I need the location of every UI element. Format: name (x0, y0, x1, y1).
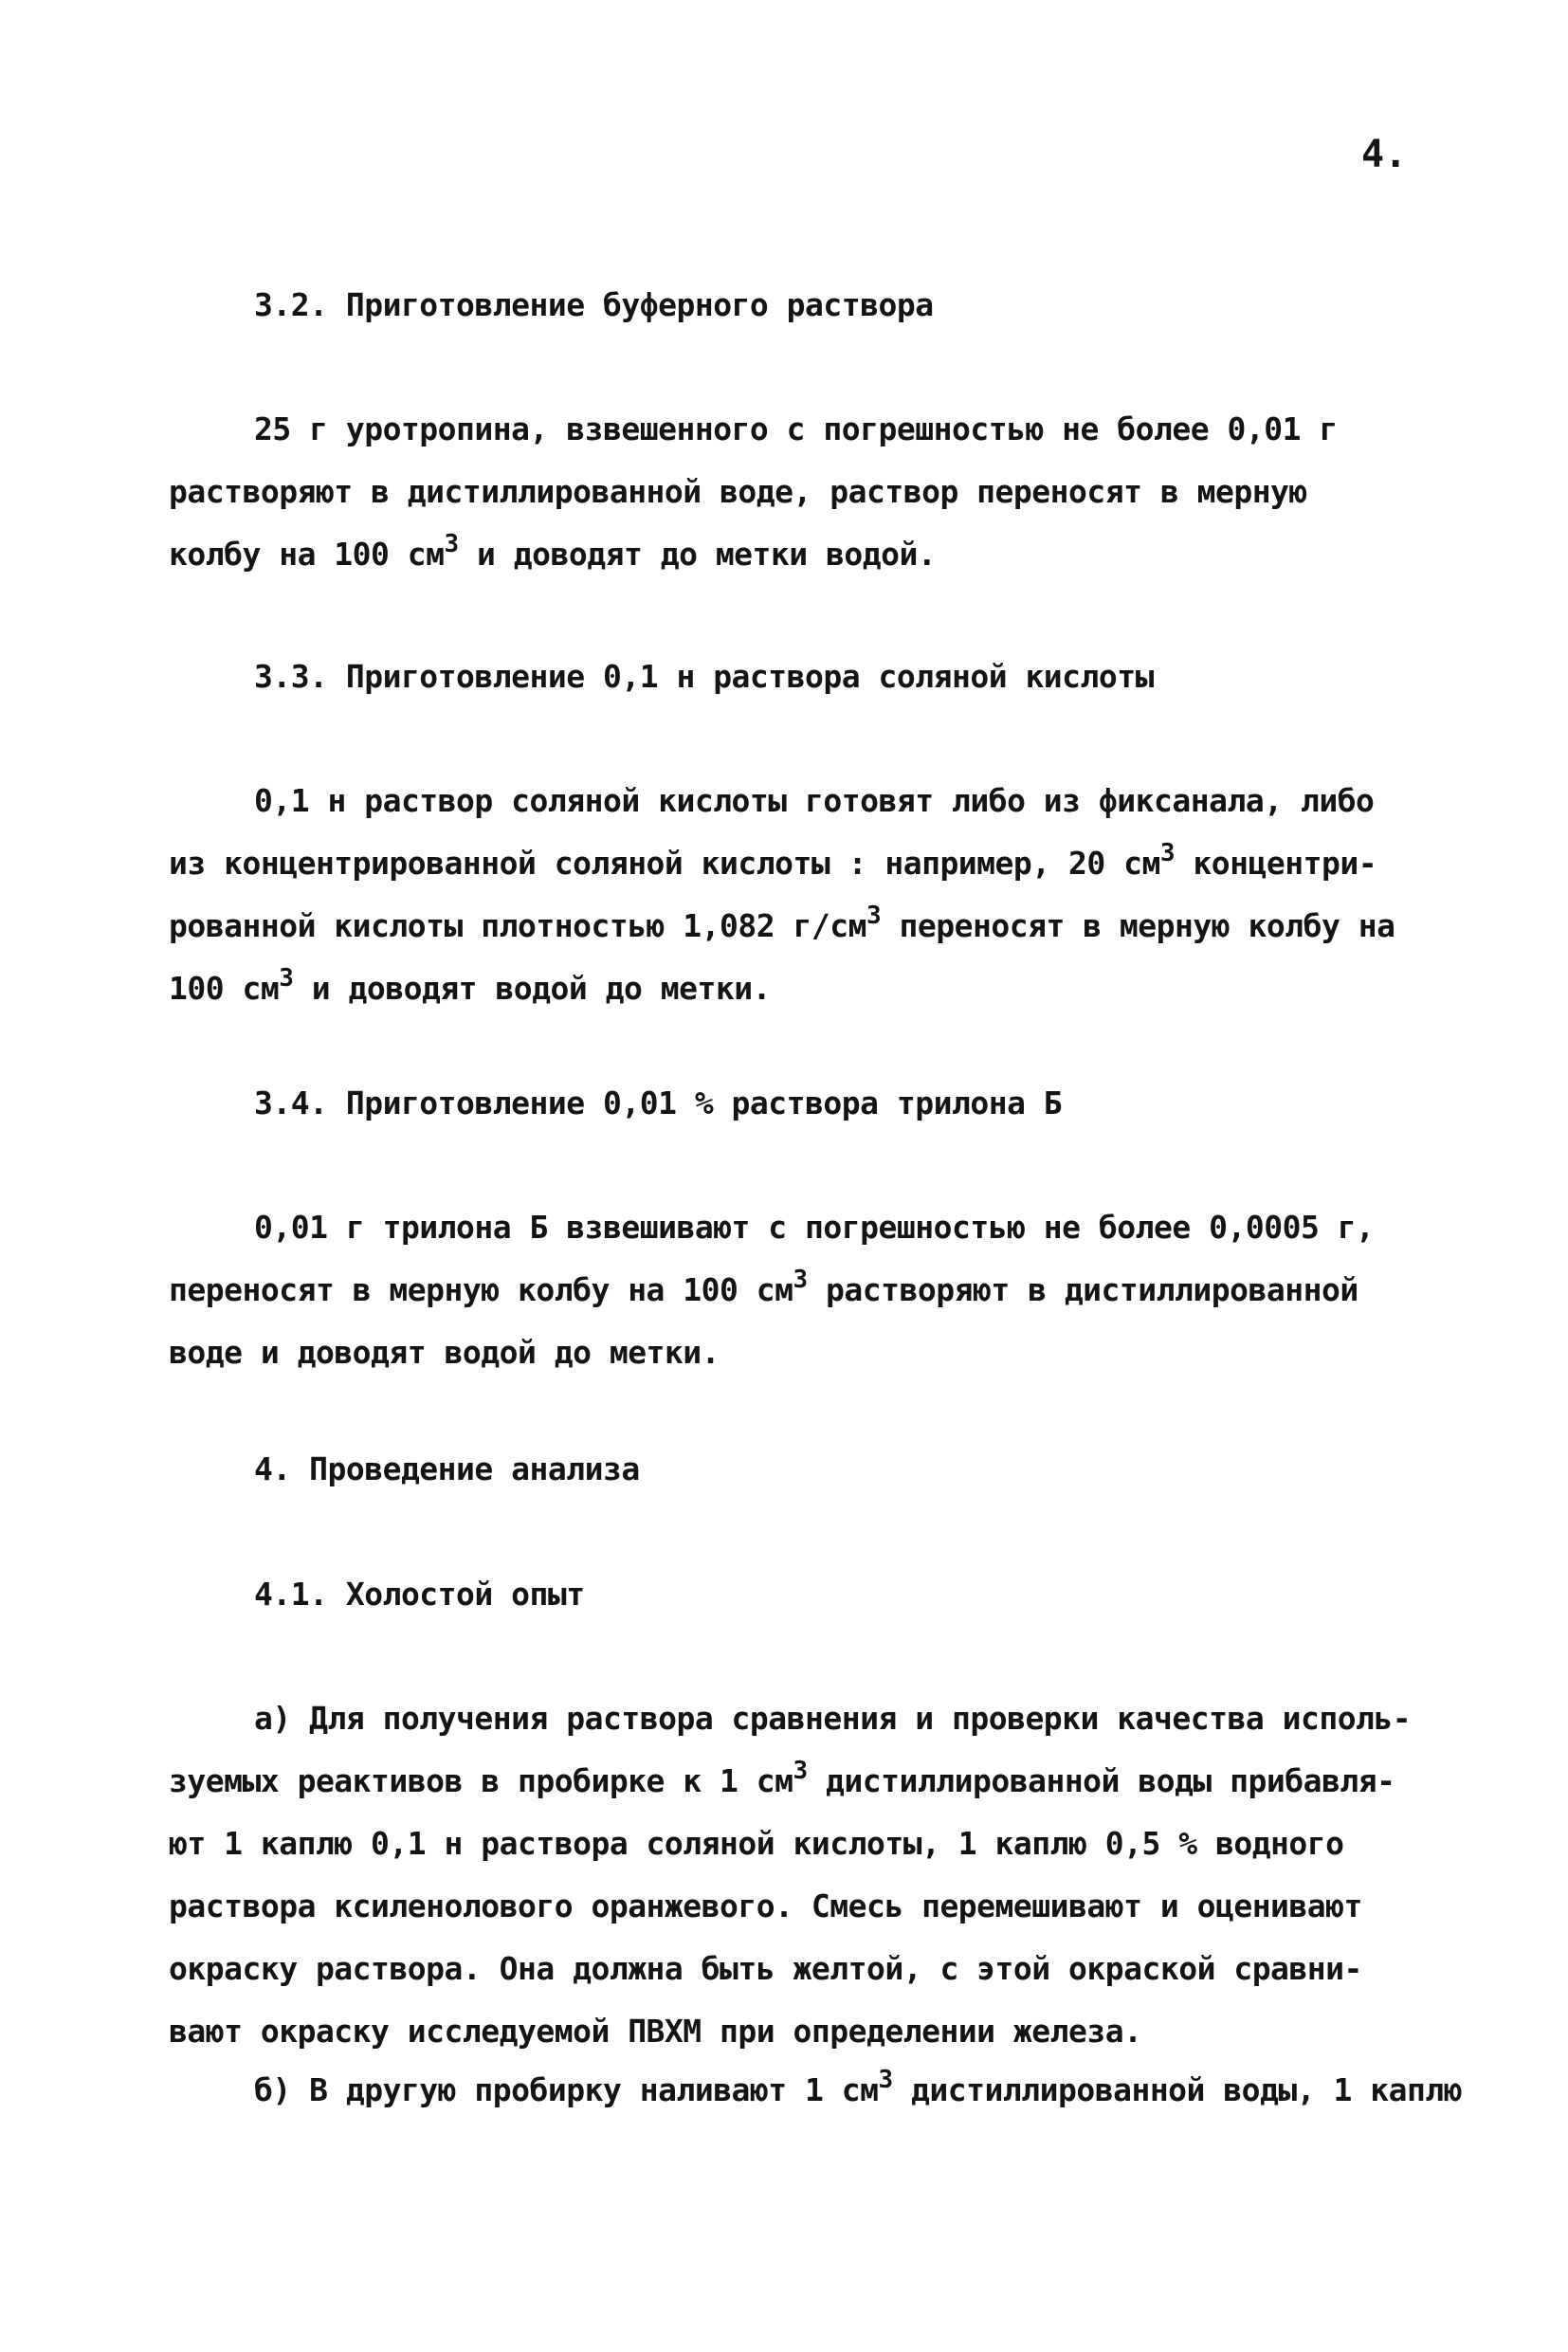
paragraph-3-2: 25 г уротропина, взвешенного с погрешностью не более 0,01 г растворяют в дистиллированной воде, раствор переносят в мерную колбу на 100 $см^3$ и доводят до метки водой. (169, 410, 1338, 573)
paragraph-3-4: 0,01 г трилона Б взвешивают с погрешностью не более 0,0005 г, переносят в мерную колбу на 100 $см^3$ растворяют в дистиллированной воде и доводят водой до метки. (169, 1209, 1375, 1371)
section-heading-4-1: 4.1. Холостой опыт (254, 1576, 585, 1613)
section-heading-4: 4. Проведение анализа (254, 1450, 640, 1487)
section-heading-3-3: 3.3. Приготовление 0,1 н раствора соляной кислоты (254, 658, 1155, 695)
paragraph-3-3: 0,1 н раствор соляной кислоты готовят либо из фиксанала, либо из концентрированной соляной кислоты : например, 20 $см^3$ концентри- рованной кислоты плотностью 1,082 $г/см^3$ переносят в мерную колбу на 100 $см^3$ и доводят водой до метки. (169, 782, 1395, 1007)
paragraph-4-1-b: б) В другую пробирку наливают 1 $см^3$ дистиллированной воды, 1 каплю (254, 2066, 1463, 2108)
section-heading-3-4: 3.4. Приготовление 0,01 % раствора трилона Б (254, 1085, 1063, 1121)
paragraph-4-1-a: а) Для получения раствора сравнения и проверки качества исполь- зуемых реактивов в пробирке к 1 $см^3$ дистиллированной воды прибавля- ют 1 каплю 0,1 н раствора соляной кислоты, 1 каплю 0,5 % водного раствора ксиленолового оранжевого. Смесь перемешивают и оценивают окраску раствора. Она должна быть желтой, с этой окраской сравни- вают окраску исследуемой ПВХМ при определении железа. (169, 1700, 1412, 2050)
section-heading-3-2: 3.2. Приготовление буферного раствора (254, 286, 934, 323)
page-number: 4. (1361, 133, 1408, 176)
